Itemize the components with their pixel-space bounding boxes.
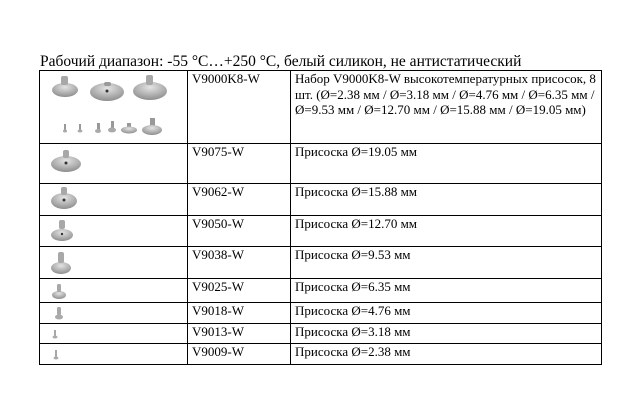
product-code: V9013-W (188, 324, 291, 344)
suction-cup-image (40, 324, 188, 344)
product-description: Присоска Ø=6.35 мм (291, 279, 602, 303)
product-code: V9075-W (188, 144, 291, 184)
suction-cup-image (40, 247, 188, 279)
product-image-cell (40, 303, 188, 324)
suction-cup-image (40, 344, 188, 365)
product-description: Присоска Ø=9.53 мм (291, 247, 602, 279)
table-row (40, 184, 602, 216)
product-description: Присоска Ø=15.88 мм (291, 184, 602, 216)
table-row (40, 279, 602, 303)
product-description: Присоска Ø=2.38 мм (291, 344, 602, 365)
product-code: V9050-W (188, 216, 291, 247)
product-image-cell (40, 184, 188, 216)
product-image-cell (40, 324, 188, 344)
table-row (40, 216, 602, 247)
product-description: Набор V9000K8-W высокотемпературных присосок, 8 шт. (Ø=2.38 мм / Ø=3.18 мм / Ø=4.76 мм / Ø=6.35 мм / Ø=9.53 мм / Ø=12.70 мм / Ø=15.88 мм / Ø=19.05 мм) (291, 71, 602, 144)
product-code: V9000K8-W (188, 71, 291, 144)
table-row (40, 71, 602, 144)
product-image-cell (40, 247, 188, 279)
table-row (40, 303, 602, 324)
suction-cup-image (40, 144, 188, 184)
suction-cup-image (40, 303, 188, 324)
product-image-cell (40, 144, 188, 184)
product-image-cell (40, 344, 188, 365)
product-image-cell (40, 279, 188, 303)
product-code: V9062-W (188, 184, 291, 216)
product-description: Присоска Ø=3.18 мм (291, 324, 602, 344)
product-code: V9009-W (188, 344, 291, 365)
product-description: Присоска Ø=19.05 мм (291, 144, 602, 184)
suction-cup-image (40, 216, 188, 247)
product-code: V9018-W (188, 303, 291, 324)
product-code: V9025-W (188, 279, 291, 303)
product-image-cell (40, 216, 188, 247)
table-row (40, 144, 602, 184)
product-description: Присоска Ø=4.76 мм (291, 303, 602, 324)
product-table (39, 70, 602, 365)
table-row (40, 247, 602, 279)
product-code: V9038-W (188, 247, 291, 279)
range-heading: Рабочий диапазон: -55 °C…+250 °C, белый силикон, не антистатический (40, 53, 522, 70)
product-description: Присоска Ø=12.70 мм (291, 216, 602, 247)
suction-cup-image (40, 184, 188, 216)
table-row (40, 324, 602, 344)
table-row (40, 344, 602, 365)
suction-cup-set-image (40, 71, 188, 144)
suction-cup-image (40, 279, 188, 303)
product-image-cell (40, 71, 188, 144)
